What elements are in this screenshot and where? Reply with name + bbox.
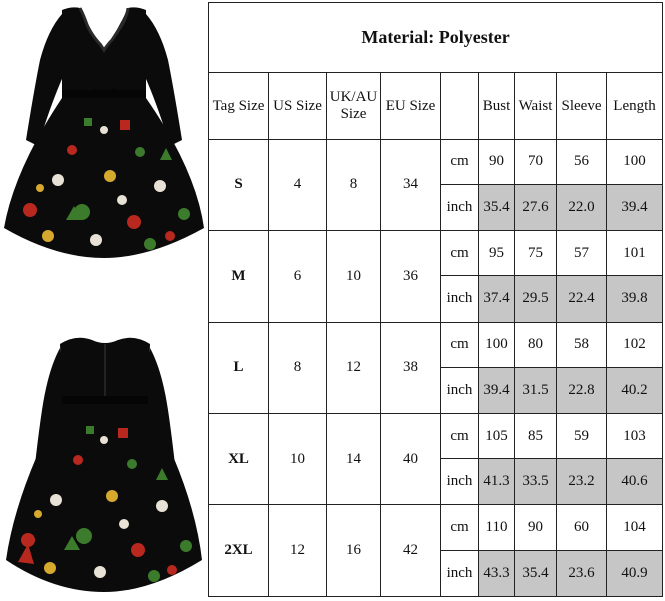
length-cell: 103	[607, 413, 663, 458]
header-eu-size: EU Size	[381, 73, 441, 139]
length-cell: 102	[607, 322, 663, 367]
sleeve-cell: 22.0	[557, 184, 607, 230]
dress-front-image	[0, 0, 206, 296]
sleeve-cell: 60	[557, 505, 607, 550]
sleeve-cell: 59	[557, 413, 607, 458]
waist-cell: 75	[515, 231, 557, 276]
bust-cell: 35.4	[479, 184, 515, 230]
header-row	[209, 73, 663, 139]
waist-cell: 90	[515, 505, 557, 550]
us-size-cell: 6	[269, 231, 327, 322]
eu-size-cell: 34	[381, 139, 441, 230]
unit-cell: cm	[441, 231, 479, 276]
length-cell: 40.2	[607, 367, 663, 413]
length-cell: 39.4	[607, 184, 663, 230]
header-tag-size: Tag Size	[209, 73, 269, 139]
sleeve-cell: 23.2	[557, 459, 607, 505]
unit-cell: inch	[441, 367, 479, 413]
us-size-cell: 8	[269, 322, 327, 413]
header-waist: Waist	[515, 73, 557, 139]
waist-cell: 29.5	[515, 276, 557, 322]
us-size-cell: 4	[269, 139, 327, 230]
header-us-size: US Size	[269, 73, 327, 139]
unit-cell: inch	[441, 184, 479, 230]
unit-cell: inch	[441, 276, 479, 322]
sleeve-cell: 58	[557, 322, 607, 367]
waist-cell: 70	[515, 139, 557, 184]
length-cell: 101	[607, 231, 663, 276]
ukau-size-cell: 16	[327, 505, 381, 597]
table-row	[209, 139, 663, 184]
size-chart-table	[208, 2, 663, 597]
length-cell: 100	[607, 139, 663, 184]
table-row	[209, 231, 663, 276]
bust-cell: 95	[479, 231, 515, 276]
bust-cell: 39.4	[479, 367, 515, 413]
eu-size-cell: 42	[381, 505, 441, 597]
unit-cell: cm	[441, 413, 479, 458]
waist-cell: 33.5	[515, 459, 557, 505]
length-cell: 39.8	[607, 276, 663, 322]
header-bust: Bust	[479, 73, 515, 139]
header-unit	[441, 73, 479, 139]
length-cell: 104	[607, 505, 663, 550]
waist-cell: 85	[515, 413, 557, 458]
table-row	[209, 413, 663, 458]
us-size-cell: 12	[269, 505, 327, 597]
sleeve-cell: 57	[557, 231, 607, 276]
eu-size-cell: 38	[381, 322, 441, 413]
unit-cell: cm	[441, 322, 479, 367]
tag-size-cell: S	[209, 139, 269, 230]
material-title: Material: Polyester	[209, 3, 663, 73]
sleeve-cell: 23.6	[557, 550, 607, 596]
ukau-size-cell: 12	[327, 322, 381, 413]
header-length: Length	[607, 73, 663, 139]
dress-back-illustration	[0, 300, 206, 601]
tag-size-cell: 2XL	[209, 505, 269, 597]
bust-cell: 37.4	[479, 276, 515, 322]
length-cell: 40.9	[607, 550, 663, 596]
bust-cell: 105	[479, 413, 515, 458]
waist-cell: 27.6	[515, 184, 557, 230]
ukau-size-cell: 14	[327, 413, 381, 504]
dress-back-image	[0, 300, 206, 601]
bust-cell: 110	[479, 505, 515, 550]
unit-cell: inch	[441, 550, 479, 596]
sleeve-cell: 22.4	[557, 276, 607, 322]
tag-size-cell: L	[209, 322, 269, 413]
eu-size-cell: 36	[381, 231, 441, 322]
bust-cell: 100	[479, 322, 515, 367]
table-row	[209, 505, 663, 550]
header-sleeve: Sleeve	[557, 73, 607, 139]
sleeve-cell: 56	[557, 139, 607, 184]
bust-cell: 41.3	[479, 459, 515, 505]
ukau-size-cell: 8	[327, 139, 381, 230]
tag-size-cell: XL	[209, 413, 269, 504]
waist-cell: 31.5	[515, 367, 557, 413]
bust-cell: 90	[479, 139, 515, 184]
unit-cell: cm	[441, 505, 479, 550]
unit-cell: cm	[441, 139, 479, 184]
us-size-cell: 10	[269, 413, 327, 504]
bust-cell: 43.3	[479, 550, 515, 596]
ukau-size-cell: 10	[327, 231, 381, 322]
dress-front-illustration	[0, 0, 206, 296]
waist-cell: 35.4	[515, 550, 557, 596]
table-row	[209, 322, 663, 367]
tag-size-cell: M	[209, 231, 269, 322]
unit-cell: inch	[441, 459, 479, 505]
header-ukau-size: UK/AU Size	[327, 73, 381, 139]
eu-size-cell: 40	[381, 413, 441, 504]
waist-cell: 80	[515, 322, 557, 367]
length-cell: 40.6	[607, 459, 663, 505]
sleeve-cell: 22.8	[557, 367, 607, 413]
